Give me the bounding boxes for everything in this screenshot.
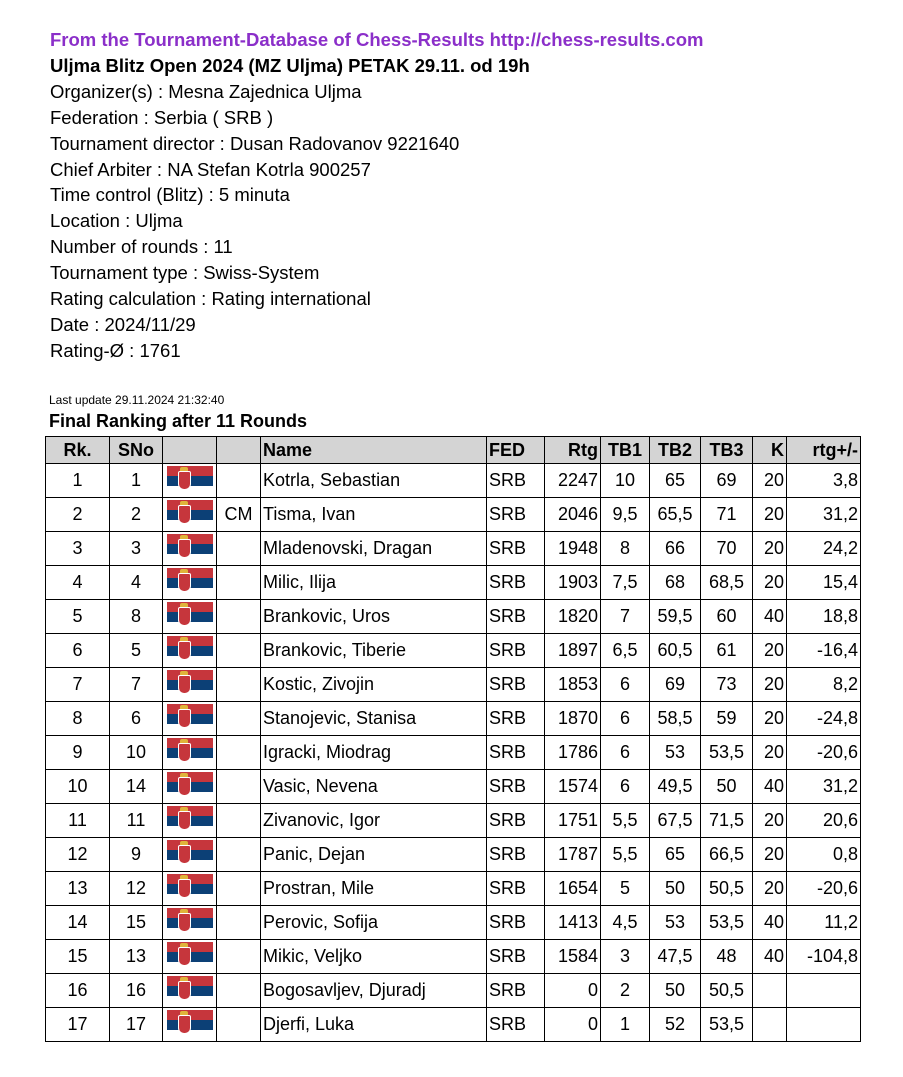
info-rounds: Number of rounds : 11 [50,236,233,258]
name-cell[interactable]: Kotrla, Sebastian [261,464,487,498]
serbia-flag-icon [167,636,213,666]
flag-cell [163,634,217,668]
table-row [46,940,861,974]
serbia-flag-icon [167,568,213,598]
table-row [46,838,861,872]
info-federation: Federation : Serbia ( SRB ) [50,106,274,128]
title-cell [217,770,261,804]
fed-cell: SRB [487,838,545,872]
rank-cell: 17 [46,1008,110,1042]
k-cell: 40 [753,940,787,974]
tb3-cell: 73 [701,668,753,702]
tb1-cell: 5,5 [601,838,650,872]
flag-cell [163,702,217,736]
serbia-flag-icon [167,1010,213,1040]
tb3-cell: 71,5 [701,804,753,838]
col-rank: Rk. [46,437,110,464]
title-cell [217,974,261,1008]
name-cell[interactable]: Bogosavljev, Djuradj [261,974,487,1008]
tb3-cell: 50 [701,770,753,804]
rtg-diff-cell: 11,2 [787,906,861,940]
col-tb2: TB2 [650,437,701,464]
k-cell: 20 [753,566,787,600]
tournament-title: Uljma Blitz Open 2024 (MZ Uljma) PETAK 29.11. od 19h [50,54,530,76]
tb2-cell: 53 [650,736,701,770]
serbia-flag-icon [167,466,213,496]
rtg-cell: 1654 [545,872,601,906]
tb3-cell: 71 [701,498,753,532]
name-cell[interactable]: Mikic, Veljko [261,940,487,974]
tb2-cell: 67,5 [650,804,701,838]
sno-cell: 12 [110,872,163,906]
name-cell[interactable]: Kostic, Zivojin [261,668,487,702]
rtg-diff-cell: -20,6 [787,872,861,906]
sno-cell: 9 [110,838,163,872]
rank-cell: 7 [46,668,110,702]
rtg-diff-cell: 0,8 [787,838,861,872]
rtg-cell: 1751 [545,804,601,838]
tb1-cell: 3 [601,940,650,974]
k-cell [753,974,787,1008]
title-cell [217,532,261,566]
sno-cell: 7 [110,668,163,702]
tb3-cell: 50,5 [701,872,753,906]
name-cell[interactable]: Prostran, Mile [261,872,487,906]
fed-cell: SRB [487,566,545,600]
sno-cell: 16 [110,974,163,1008]
info-rating-avg: Rating-Ø : 1761 [50,339,181,361]
tb3-cell: 60 [701,600,753,634]
rtg-cell: 1903 [545,566,601,600]
title-cell [217,702,261,736]
flag-cell [163,974,217,1008]
tb1-cell: 6 [601,770,650,804]
rank-cell: 16 [46,974,110,1008]
flag-cell [163,770,217,804]
tb1-cell: 6,5 [601,634,650,668]
tb3-cell: 53,5 [701,906,753,940]
name-cell[interactable]: Perovic, Sofija [261,906,487,940]
rtg-diff-cell: 31,2 [787,498,861,532]
title-cell [217,600,261,634]
tb1-cell: 1 [601,1008,650,1042]
tb3-cell: 68,5 [701,566,753,600]
title-cell [217,940,261,974]
table-row [46,1008,861,1042]
fed-cell: SRB [487,634,545,668]
title-cell [217,1008,261,1042]
tb2-cell: 50 [650,872,701,906]
title-cell [217,464,261,498]
tb1-cell: 10 [601,464,650,498]
flag-cell [163,1008,217,1042]
title-cell [217,668,261,702]
serbia-flag-icon [167,806,213,836]
sno-cell: 10 [110,736,163,770]
info-chief-arbiter: Chief Arbiter : NA Stefan Kotrla 900257 [50,158,371,180]
tb2-cell: 59,5 [650,600,701,634]
k-cell: 20 [753,464,787,498]
rtg-diff-cell: -24,8 [787,702,861,736]
serbia-flag-icon [167,738,213,768]
serbia-flag-icon [167,704,213,734]
info-organizer: Organizer(s) : Mesna Zajednica Uljma [50,80,362,102]
sno-cell: 15 [110,906,163,940]
rtg-diff-cell: 24,2 [787,532,861,566]
fed-cell: SRB [487,736,545,770]
rtg-diff-cell [787,1008,861,1042]
k-cell: 40 [753,906,787,940]
info-location: Location : Uljma [50,210,183,232]
rtg-diff-cell: 31,2 [787,770,861,804]
col-tb1: TB1 [601,437,650,464]
serbia-flag-icon [167,874,213,904]
tb2-cell: 65,5 [650,498,701,532]
rank-cell: 4 [46,566,110,600]
rtg-cell: 1786 [545,736,601,770]
flag-cell [163,668,217,702]
tb1-cell: 4,5 [601,906,650,940]
flag-cell [163,872,217,906]
tb3-cell: 50,5 [701,974,753,1008]
serbia-flag-icon [167,772,213,802]
table-row [46,498,861,532]
tb2-cell: 49,5 [650,770,701,804]
tb1-cell: 9,5 [601,498,650,532]
rtg-cell: 2247 [545,464,601,498]
rank-cell: 8 [46,702,110,736]
serbia-flag-icon [167,942,213,972]
rtg-cell: 1584 [545,940,601,974]
title-cell [217,872,261,906]
name-cell[interactable]: Vasic, Nevena [261,770,487,804]
fed-cell: SRB [487,600,545,634]
col-flag [163,437,217,464]
name-cell[interactable]: Tisma, Ivan [261,498,487,532]
col-name: Name [261,437,487,464]
name-cell[interactable]: Milic, Ilija [261,566,487,600]
rtg-cell: 1897 [545,634,601,668]
rank-cell: 1 [46,464,110,498]
fed-cell: SRB [487,532,545,566]
title-cell [217,566,261,600]
rtg-diff-cell: 20,6 [787,804,861,838]
fed-cell: SRB [487,872,545,906]
tb1-cell: 8 [601,532,650,566]
rtg-cell: 1948 [545,532,601,566]
tournament-header [50,27,703,364]
fed-cell: SRB [487,906,545,940]
table-row [46,906,861,940]
k-cell: 20 [753,736,787,770]
col-tb3: TB3 [701,437,753,464]
tb3-cell: 53,5 [701,736,753,770]
flag-cell [163,838,217,872]
table-row [46,668,861,702]
tb2-cell: 60,5 [650,634,701,668]
tb2-cell: 69 [650,668,701,702]
title-cell [217,838,261,872]
tb1-cell: 7,5 [601,566,650,600]
fed-cell: SRB [487,940,545,974]
tb2-cell: 68 [650,566,701,600]
name-cell[interactable]: Djerfi, Luka [261,1008,487,1042]
col-sno: SNo [110,437,163,464]
k-cell: 20 [753,532,787,566]
sno-cell: 17 [110,1008,163,1042]
rtg-diff-cell: -20,6 [787,736,861,770]
serbia-flag-icon [167,602,213,632]
rtg-cell: 1820 [545,600,601,634]
rank-cell: 6 [46,634,110,668]
sno-cell: 8 [110,600,163,634]
flag-cell [163,566,217,600]
title-cell [217,906,261,940]
info-director: Tournament director : Dusan Radovanov 9221640 [50,132,460,154]
table-row [46,872,861,906]
table-row [46,532,861,566]
rtg-cell: 0 [545,1008,601,1042]
flag-cell [163,940,217,974]
k-cell: 20 [753,804,787,838]
k-cell: 20 [753,634,787,668]
tb1-cell: 6 [601,702,650,736]
col-fed: FED [487,437,545,464]
tb1-cell: 5,5 [601,804,650,838]
info-type: Tournament type : Swiss-System [50,262,320,284]
last-update: Last update 29.11.2024 21:32:40 [49,393,225,407]
sno-cell: 14 [110,770,163,804]
flag-cell [163,804,217,838]
table-header-row [46,437,861,464]
table-row [46,634,861,668]
fed-cell: SRB [487,804,545,838]
serbia-flag-icon [167,908,213,938]
ranking-title: Final Ranking after 11 Rounds [49,411,308,431]
rtg-diff-cell: 18,8 [787,600,861,634]
table-row [46,464,861,498]
k-cell: 20 [753,498,787,532]
sno-cell: 3 [110,532,163,566]
fed-cell: SRB [487,770,545,804]
sno-cell: 4 [110,566,163,600]
rtg-diff-cell: -16,4 [787,634,861,668]
serbia-flag-icon [167,534,213,564]
rtg-cell: 1853 [545,668,601,702]
fed-cell: SRB [487,498,545,532]
tb1-cell: 7 [601,600,650,634]
name-cell[interactable]: Panic, Dejan [261,838,487,872]
tb2-cell: 58,5 [650,702,701,736]
k-cell: 20 [753,838,787,872]
flag-cell [163,600,217,634]
rtg-cell: 2046 [545,498,601,532]
ranking-table [45,436,861,1042]
k-cell [753,1008,787,1042]
tb3-cell: 66,5 [701,838,753,872]
rtg-cell: 1870 [545,702,601,736]
flag-cell [163,736,217,770]
table-row [46,702,861,736]
fed-cell: SRB [487,1008,545,1042]
tb1-cell: 6 [601,668,650,702]
sno-cell: 13 [110,940,163,974]
sno-cell: 6 [110,702,163,736]
rank-cell: 3 [46,532,110,566]
flag-cell [163,532,217,566]
rank-cell: 15 [46,940,110,974]
tb2-cell: 65 [650,838,701,872]
info-time-control: Time control (Blitz) : 5 minuta [50,184,290,206]
title-cell [217,804,261,838]
name-cell[interactable]: Brankovic, Uros [261,600,487,634]
name-cell[interactable]: Stanojevic, Stanisa [261,702,487,736]
k-cell: 20 [753,872,787,906]
tb1-cell: 2 [601,974,650,1008]
serbia-flag-icon [167,500,213,530]
rank-cell: 9 [46,736,110,770]
flag-cell [163,464,217,498]
title-cell [217,634,261,668]
table-row [46,804,861,838]
tb3-cell: 48 [701,940,753,974]
rtg-diff-cell: 3,8 [787,464,861,498]
fed-cell: SRB [487,668,545,702]
rtg-cell: 0 [545,974,601,1008]
tb3-cell: 70 [701,532,753,566]
rtg-cell: 1413 [545,906,601,940]
name-cell[interactable]: Brankovic, Tiberie [261,634,487,668]
sno-cell: 2 [110,498,163,532]
tb3-cell: 53,5 [701,1008,753,1042]
rtg-cell: 1574 [545,770,601,804]
serbia-flag-icon [167,840,213,870]
rank-cell: 2 [46,498,110,532]
table-row [46,770,861,804]
tb2-cell: 66 [650,532,701,566]
table-row [46,736,861,770]
table-row [46,974,861,1008]
col-title [217,437,261,464]
table-row [46,600,861,634]
tb3-cell: 69 [701,464,753,498]
rank-cell: 12 [46,838,110,872]
k-cell: 40 [753,770,787,804]
table-row [46,566,861,600]
serbia-flag-icon [167,670,213,700]
fed-cell: SRB [487,702,545,736]
title-cell [217,736,261,770]
tb1-cell: 6 [601,736,650,770]
col-k: K [753,437,787,464]
tb2-cell: 50 [650,974,701,1008]
name-cell[interactable]: Mladenovski, Dragan [261,532,487,566]
rtg-cell: 1787 [545,838,601,872]
sno-cell: 5 [110,634,163,668]
col-rtg: Rtg [545,437,601,464]
tb2-cell: 47,5 [650,940,701,974]
name-cell[interactable]: Igracki, Miodrag [261,736,487,770]
rank-cell: 5 [46,600,110,634]
tb3-cell: 61 [701,634,753,668]
rank-cell: 14 [46,906,110,940]
sno-cell: 11 [110,804,163,838]
info-rating-calc: Rating calculation : Rating international [50,288,371,310]
tb2-cell: 52 [650,1008,701,1042]
fed-cell: SRB [487,464,545,498]
col-rtg-diff: rtg+/- [787,437,861,464]
rank-cell: 11 [46,804,110,838]
tb2-cell: 65 [650,464,701,498]
rtg-diff-cell: 8,2 [787,668,861,702]
flag-cell [163,906,217,940]
rank-cell: 13 [46,872,110,906]
rtg-diff-cell: 15,4 [787,566,861,600]
name-cell[interactable]: Zivanovic, Igor [261,804,487,838]
ranking-body [46,464,861,1042]
info-date: Date : 2024/11/29 [50,313,196,335]
tb2-cell: 53 [650,906,701,940]
rtg-diff-cell: -104,8 [787,940,861,974]
source-link[interactable]: From the Tournament-Database of Chess-Results http://chess-results.com [50,29,704,50]
tb1-cell: 5 [601,872,650,906]
title-cell: CM [217,498,261,532]
sno-cell: 1 [110,464,163,498]
rank-cell: 10 [46,770,110,804]
k-cell: 20 [753,668,787,702]
fed-cell: SRB [487,974,545,1008]
flag-cell [163,498,217,532]
serbia-flag-icon [167,976,213,1006]
k-cell: 40 [753,600,787,634]
k-cell: 20 [753,702,787,736]
rtg-diff-cell [787,974,861,1008]
tb3-cell: 59 [701,702,753,736]
